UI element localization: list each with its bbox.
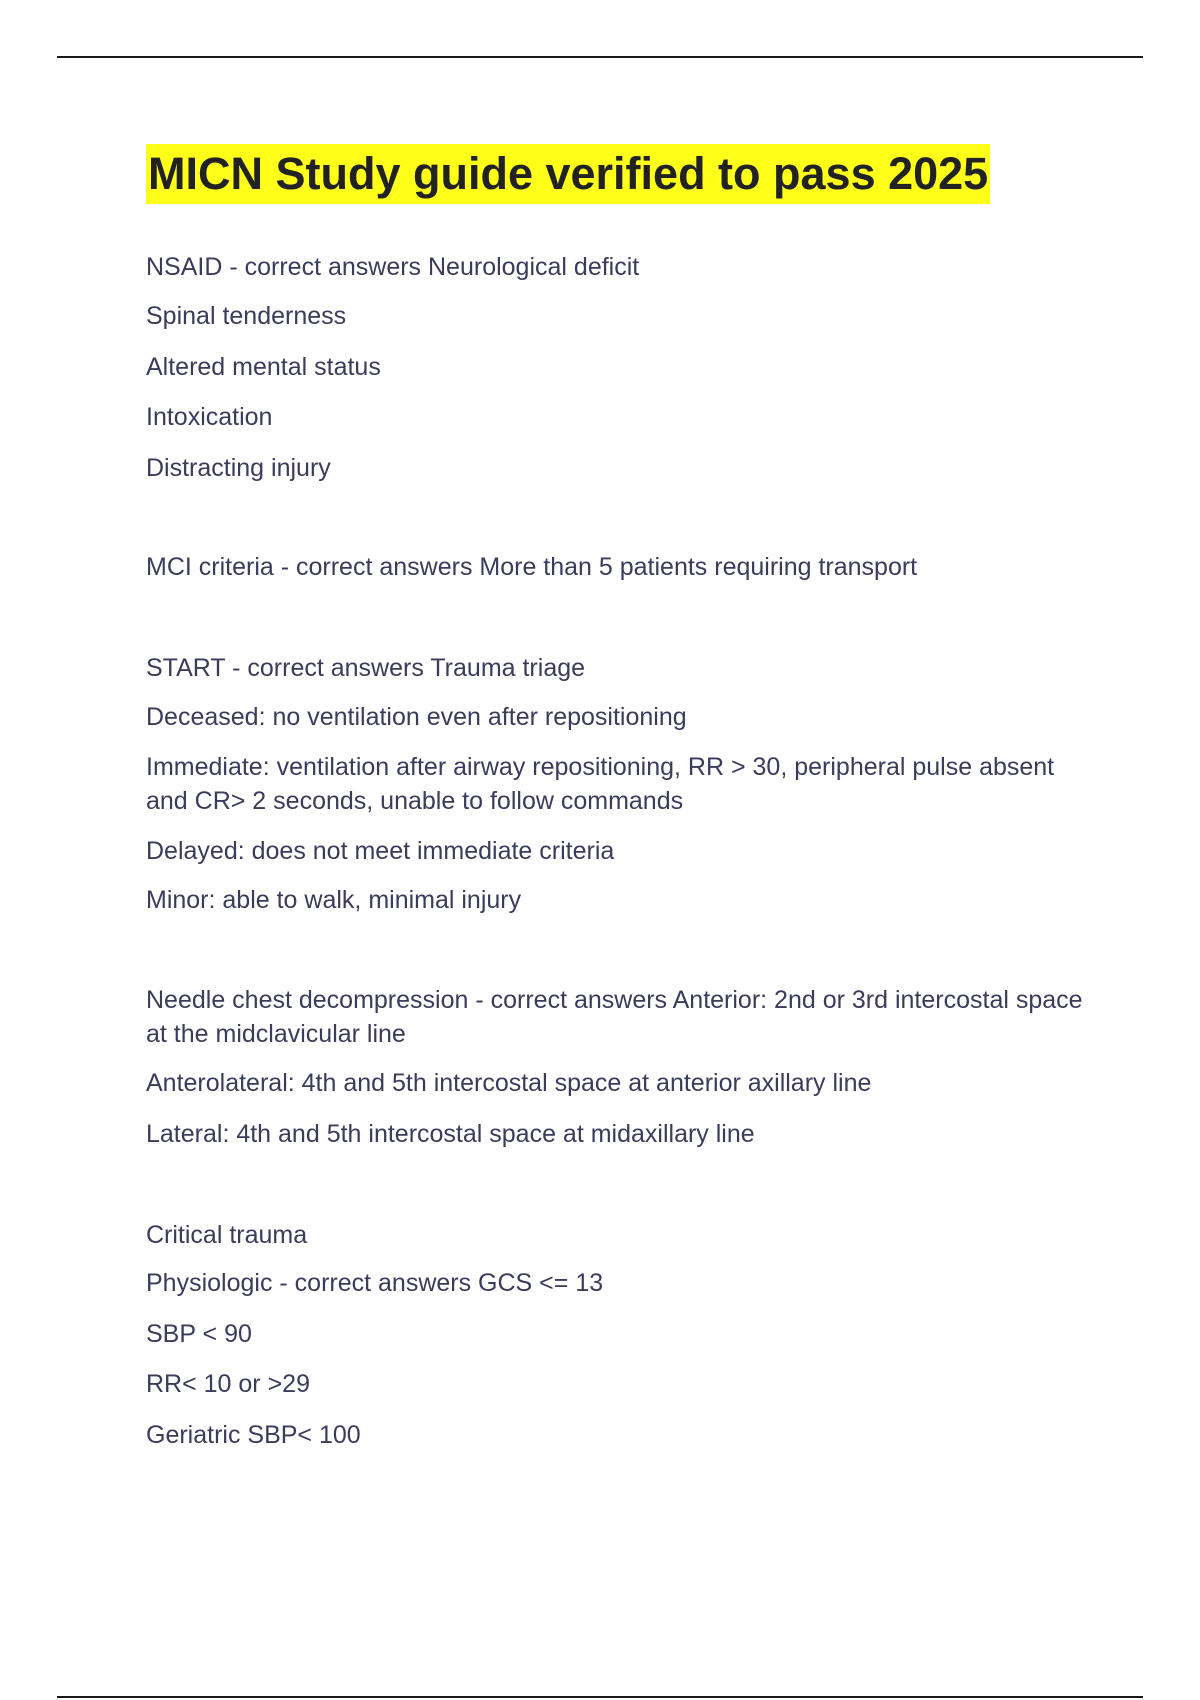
- nsaid-item-mental-status: Altered mental status: [146, 353, 381, 381]
- nsaid-item-spinal: Spinal tenderness: [146, 302, 347, 330]
- nsaid-term: NSAID - correct answers Neurological deficit: [146, 253, 640, 281]
- needle-anterolateral: Anterolateral: 4th and 5th intercostal space at anterior axillary line: [146, 1069, 872, 1097]
- critical-geriatric-sbp: Geriatric SBP< 100: [146, 1421, 361, 1449]
- nsaid-item-distracting: Distracting injury: [146, 454, 331, 482]
- needle-lateral: Lateral: 4th and 5th intercostal space at midaxillary line: [146, 1120, 755, 1148]
- mci-criteria-term: MCI criteria - correct answers More than 5 patients requiring transport: [146, 553, 918, 581]
- start-delayed: Delayed: does not meet immediate criteria: [146, 837, 615, 865]
- start-deceased: Deceased: no ventilation even after repositioning: [146, 703, 687, 731]
- critical-sbp: SBP < 90: [146, 1320, 252, 1348]
- top-divider: [57, 56, 1143, 58]
- critical-trauma-heading: Critical trauma: [146, 1221, 308, 1249]
- critical-physiologic-term: Physiologic - correct answers GCS <= 13: [146, 1269, 604, 1297]
- bottom-divider: [57, 1696, 1143, 1698]
- start-immediate: Immediate: ventilation after airway repositioning, RR > 30, peripheral pulse absent and CR> 2 seconds, unable to follow commands: [146, 753, 1055, 815]
- start-term: START - correct answers Trauma triage: [146, 654, 586, 682]
- page-title: MICN Study guide verified to pass 2025: [146, 144, 990, 204]
- nsaid-item-intoxication: Intoxication: [146, 403, 273, 431]
- start-minor: Minor: able to walk, minimal injury: [146, 886, 522, 914]
- needle-decompression-term: Needle chest decompression - correct answers Anterior: 2nd or 3rd intercostal space at the midclavicular line: [146, 986, 1083, 1048]
- critical-rr: RR< 10 or >29: [146, 1370, 310, 1398]
